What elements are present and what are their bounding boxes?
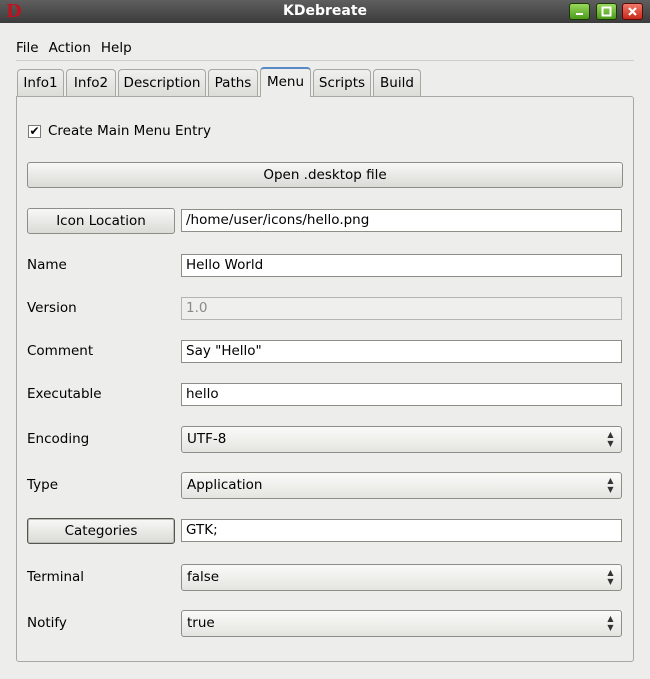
terminal-label: Terminal xyxy=(27,569,85,585)
encoding-label: Encoding xyxy=(27,431,90,447)
name-label: Name xyxy=(27,257,67,273)
name-field[interactable]: Hello World xyxy=(181,254,622,277)
create-menu-entry-row[interactable] xyxy=(28,123,211,139)
tab-info2[interactable]: Info2 xyxy=(66,69,116,96)
updown-arrows-icon: ▲ ▼ xyxy=(607,614,614,632)
notify-label: Notify xyxy=(27,615,67,631)
updown-arrows-icon: ▲ ▼ xyxy=(607,568,614,586)
executable-label: Executable xyxy=(27,386,102,402)
categories-field[interactable]: GTK; xyxy=(181,519,622,542)
menu-file[interactable]: File xyxy=(16,40,39,56)
type-value: Application xyxy=(187,477,263,493)
maximize-button[interactable] xyxy=(596,3,617,20)
tab-info1[interactable]: Info1 xyxy=(17,69,64,96)
notify-value: true xyxy=(187,615,215,631)
tab-build[interactable]: Build xyxy=(373,69,421,96)
terminal-select[interactable] xyxy=(181,564,622,591)
menu-action[interactable]: Action xyxy=(48,40,91,56)
notify-select[interactable] xyxy=(181,610,622,637)
updown-arrows-icon: ▲ ▼ xyxy=(607,430,614,448)
comment-field[interactable]: Say "Hello" xyxy=(181,340,622,363)
menu-help[interactable]: Help xyxy=(100,40,132,56)
tab-paths[interactable]: Paths xyxy=(208,69,258,96)
version-label: Version xyxy=(27,300,77,316)
version-field: 1.0 xyxy=(181,297,622,320)
tab-scripts[interactable]: Scripts xyxy=(313,69,371,96)
executable-field[interactable]: hello xyxy=(181,383,622,406)
close-button[interactable] xyxy=(622,3,643,20)
encoding-select[interactable] xyxy=(181,426,622,453)
type-select[interactable] xyxy=(181,472,622,499)
create-menu-entry-label: Create Main Menu Entry xyxy=(48,123,211,139)
terminal-value: false xyxy=(187,569,220,585)
icon-location-button[interactable]: Icon Location xyxy=(27,208,175,234)
maximize-icon xyxy=(601,6,612,17)
close-icon xyxy=(627,6,638,17)
minimize-button[interactable] xyxy=(569,3,590,20)
menu-separator xyxy=(16,60,634,61)
window-title: KDebreate xyxy=(282,3,368,19)
updown-arrows-icon: ▲ ▼ xyxy=(607,476,614,494)
tab-menu[interactable]: Menu xyxy=(260,67,311,97)
encoding-value: UTF-8 xyxy=(187,431,227,447)
icon-location-field[interactable]: /home/user/icons/hello.png xyxy=(181,209,622,232)
create-menu-entry-checkbox[interactable]: ✔ xyxy=(29,123,40,138)
open-desktop-file-button[interactable]: Open .desktop file xyxy=(27,162,623,188)
app-logo-icon: D xyxy=(6,1,22,22)
comment-label: Comment xyxy=(27,343,94,359)
minimize-icon xyxy=(574,6,585,17)
title-bar[interactable] xyxy=(0,0,650,23)
tab-description[interactable]: Description xyxy=(118,69,206,96)
menu-bar xyxy=(16,38,132,58)
categories-button[interactable]: Categories xyxy=(27,518,175,544)
type-label: Type xyxy=(27,477,59,493)
